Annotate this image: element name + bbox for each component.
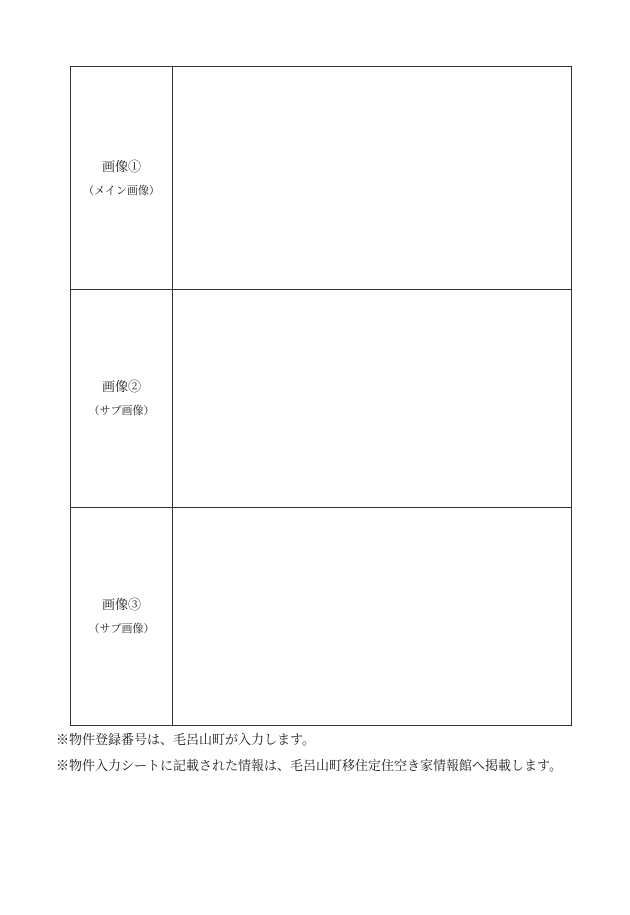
notes [56,728,586,780]
image-row-1 [71,67,572,290]
image-sublabel-3: （サブ画像） [88,622,155,635]
note-registration-number: ※物件登録番号は、毛呂山町が入力します。 [56,733,315,748]
image-sublabel-2: （サブ画像） [88,404,155,417]
image-slot-1 [173,67,572,290]
image-slot-3 [173,508,572,726]
image-label-1: 画像① [101,159,141,175]
note-publication: ※物件入力シートに記載された情報は、毛呂山町移住定住空き家情報館へ掲載します。 [56,759,562,774]
image-slot-2 [173,290,572,508]
image-label-2: 画像② [101,380,141,395]
image-row-2 [71,290,572,508]
image-row-3 [71,508,572,726]
image-table [70,66,572,726]
image-label-cell-1 [71,67,173,290]
image-label-cell-2 [71,290,173,508]
image-label-3: 画像③ [101,598,141,613]
image-label-cell-3 [71,508,173,726]
image-sublabel-1: （メイン画像） [83,183,160,197]
